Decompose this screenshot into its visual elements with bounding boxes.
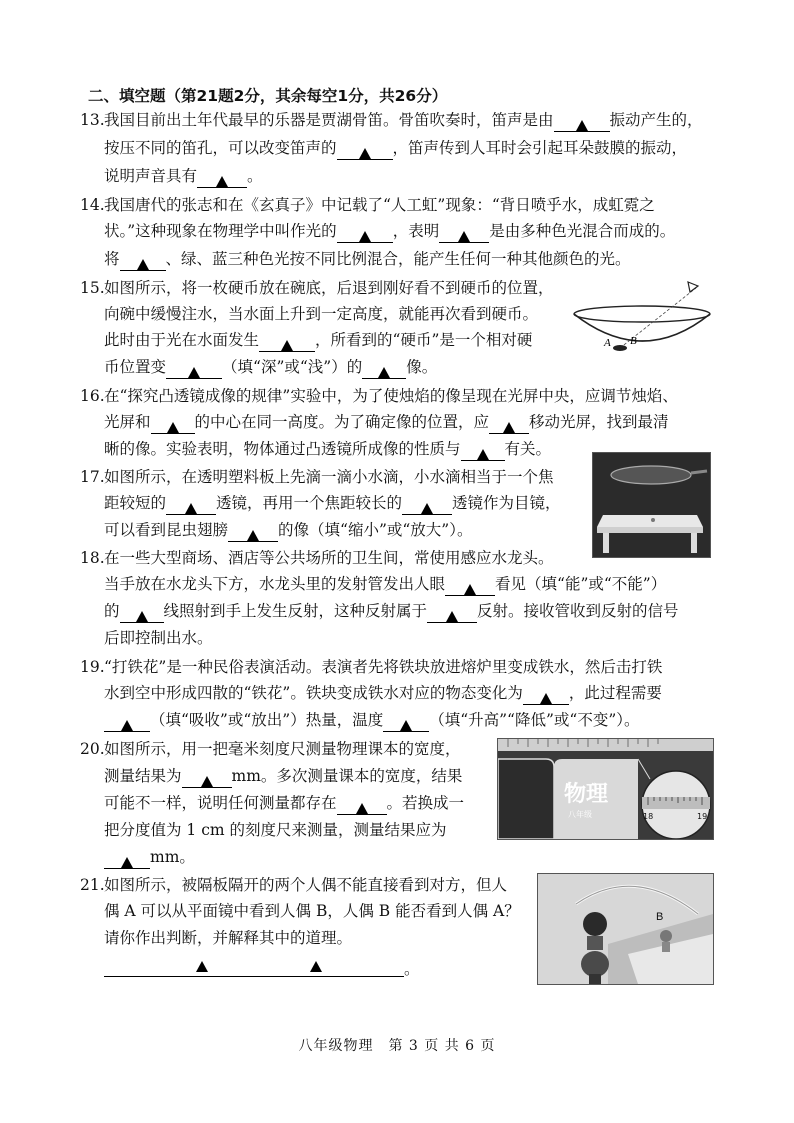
triangle-icon (477, 449, 489, 460)
triangle-icon (247, 530, 259, 541)
answer-blank[interactable] (104, 713, 150, 732)
answer-blank[interactable] (337, 796, 387, 815)
puppet-a-body (581, 951, 609, 977)
answer-blank[interactable] (383, 713, 429, 732)
book-title-text: 物理 (564, 782, 609, 807)
triangle-icon (188, 367, 200, 378)
question-number: 20. (80, 740, 105, 758)
triangle-icon (216, 176, 228, 187)
answer-blank[interactable] (228, 523, 278, 542)
answer-blank[interactable] (182, 769, 232, 788)
triangle-icon (359, 231, 371, 242)
triangle-icon (400, 720, 412, 731)
page-footer: 八年级物理 第 3 页 共 6 页 (298, 1038, 496, 1054)
puppets-mirror-photo (537, 873, 714, 985)
triangle-icon (359, 148, 371, 159)
answer-blank[interactable] (166, 360, 222, 379)
answer-blank[interactable] (461, 442, 505, 461)
q20-line1: 20.如图所示，用一把毫米刻度尺测量物理课本的宽度， (80, 740, 461, 758)
q21-line4: 。 (80, 958, 420, 979)
q18-line2: 当手放在水龙头下方，水龙头里的发射管发出人眼 看见（填“能”或“不能”） (80, 574, 666, 596)
question-number: 21. (80, 876, 105, 894)
q19-line2: 水到空中形成四散的“铁花”。铁块变成铁水对应的物态变化为 ，此过程需要 (80, 683, 662, 705)
question-number: 19. (80, 658, 105, 676)
answer-blank[interactable] (402, 496, 452, 515)
bowl-coin-figure (568, 272, 718, 362)
answer-blank[interactable] (362, 360, 406, 379)
q14-line2: 状。”这种现象在物理学中叫作光的 ，表明 是由多种色光混合而成的。 (80, 221, 675, 243)
answer-blank[interactable] (120, 604, 164, 623)
triangle-icon (281, 340, 293, 351)
q16-line2: 光屏和 的中心在同一高度。为了确定像的位置，应 移动光屏，找到最清 (80, 412, 669, 434)
q21-line3: 请你作出判断，并解释其中的道理。 (104, 929, 353, 947)
answer-line[interactable] (104, 958, 404, 977)
answer-blank[interactable] (337, 224, 393, 243)
q20-line2: 测量结果为 mm。多次测量课本的宽度，结果 (80, 766, 462, 788)
tick-label-19: 19 (697, 812, 708, 821)
answer-blank[interactable] (337, 141, 393, 160)
answer-blank[interactable] (104, 850, 150, 869)
answer-blank[interactable] (427, 604, 477, 623)
triangle-icon (167, 422, 179, 433)
triangle-icon (185, 503, 197, 514)
answer-blank[interactable] (523, 686, 569, 705)
answer-blank[interactable] (151, 415, 195, 434)
q14-line3: 将 、绿、蓝三种色光按不同比例混合，能产生任何一种其他颜色的光。 (80, 249, 631, 271)
water-drop (651, 518, 655, 522)
book-subtitle-text: 八年级 (568, 810, 592, 819)
triangle-icon (378, 367, 390, 378)
q14-line1: 14.我国唐代的张志和在《玄真子》中记载了“人工虹”现象：“背日喷乎水，成虹霓之 (80, 196, 655, 214)
triangle-icon (576, 120, 588, 131)
answer-blank[interactable] (445, 577, 495, 596)
magnifier-lens (611, 466, 691, 484)
question-number: 15. (80, 279, 105, 297)
q13-line2: 按压不同的笛孔，可以改变笛声的 ，笛声传到人耳时会引起耳朵鼓膜的振动， (80, 138, 687, 160)
q15-line1: 15.如图所示，将一枚硬币放在碗底，后退到刚好看不到硬币的位置， (80, 279, 554, 297)
fig-label-b: B (656, 911, 664, 923)
question-number: 18. (80, 549, 105, 567)
mirror-arc (576, 886, 698, 914)
q18-line1: 18.在一些大型商场、酒店等公共场所的卫生间，常使用感应水龙头。 (80, 549, 554, 567)
q15-line2: 向碗中缓慢注水，当水面上升到一定高度，就能再次看到硬币。 (104, 305, 539, 323)
answer-blank[interactable] (166, 496, 216, 515)
triangle-icon (121, 720, 133, 731)
q15-line3: 此时由于光在水面发生 ，所看到的“硬币”是一个相对硬 (80, 330, 532, 352)
q20-line3: 可能不一样，说明任何测量都存在 。若换成一 (80, 793, 464, 815)
q17-line3: 可以看到昆虫翅膀 的像（填“缩小”或“放大”）。 (80, 520, 472, 542)
q19-line3: （填“吸收”或“放出”）热量，温度 （填“升高”“降低”或“不变”）。 (80, 710, 640, 732)
question-number: 13. (80, 111, 105, 129)
answer-blank[interactable] (554, 113, 610, 132)
section-title: 二、填空题（第21题2分，其余每空1分，共26分） (88, 87, 448, 105)
q17-line2: 距较短的 透镜，再用一个焦距较长的 透镜作为目镜， (80, 493, 561, 515)
q21-line1: 21.如图所示，被隔板隔开的两个人偶不能直接看到对方，但人 (80, 876, 508, 894)
question-number: 14. (80, 196, 105, 214)
fig-label-a: A (604, 337, 611, 349)
triangle-icon (121, 857, 133, 868)
answer-blank[interactable] (259, 333, 315, 352)
puppet-b-head (660, 930, 672, 942)
q20-line5: mm。 (80, 847, 195, 869)
answer-blank[interactable] (197, 169, 247, 188)
ruler-book-photo (497, 738, 714, 840)
q18-line4: 后即控制出水。 (104, 629, 213, 647)
q13-line1: 13.我国目前出土年代最早的乐器是贾湖骨笛。骨笛吹奏时，笛声是由 振动产生的， (80, 110, 703, 132)
q18-line3: 的 线照射到手上发生反射，这种反射属于 反射。接收管收到反射的信号 (80, 601, 679, 623)
q16-line1: 16.在“探究凸透镜成像的规律”实验中，为了使烛焰的像呈现在光屏中央，应调节烛焰、 (80, 387, 678, 405)
triangle-icon (196, 961, 208, 972)
water-drop-lens-photo (592, 452, 711, 558)
q15-line4: 币位置变 （填“深”或“浅”）的 像。 (80, 357, 437, 379)
q17-line1: 17.如图所示，在透明塑料板上先滴一滴小水滴，小水滴相当于一个焦 (80, 468, 554, 486)
question-number: 16. (80, 387, 105, 405)
q16-line3: 晰的像。实验表明，物体通过凸透镜所成像的性质与 有关。 (80, 439, 551, 461)
triangle-icon (540, 693, 552, 704)
fig-label-b: B (630, 335, 637, 347)
q20-line4: 把分度值为 1 cm 的刻度尺来测量，测量结果应为 (104, 821, 447, 839)
triangle-icon (356, 803, 368, 814)
coin-icon (613, 345, 627, 351)
answer-blank[interactable] (120, 252, 166, 271)
answer-blank[interactable] (439, 224, 489, 243)
q21-line2: 偶 A 可以从平面镜中看到人偶 B，人偶 B 能否看到人偶 A？ (104, 902, 520, 920)
triangle-icon (137, 259, 149, 270)
triangle-icon (446, 611, 458, 622)
question-number: 17. (80, 468, 105, 486)
tick-label-18: 18 (643, 812, 654, 821)
triangle-icon (464, 584, 476, 595)
answer-blank[interactable] (489, 415, 529, 434)
triangle-icon (421, 503, 433, 514)
puppet-a-head (583, 912, 607, 936)
q13-line3: 说明声音具有 。 (80, 166, 263, 188)
triangle-icon (458, 231, 470, 242)
q19-line1: 19.“打铁花”是一种民俗表演活动。表演者先将铁块放进熔炉里变成铁水，然后击打铁 (80, 658, 663, 676)
triangle-icon (503, 422, 515, 433)
triangle-icon (310, 961, 322, 972)
eye-icon (688, 282, 698, 292)
triangle-icon (136, 611, 148, 622)
triangle-icon (201, 776, 213, 787)
